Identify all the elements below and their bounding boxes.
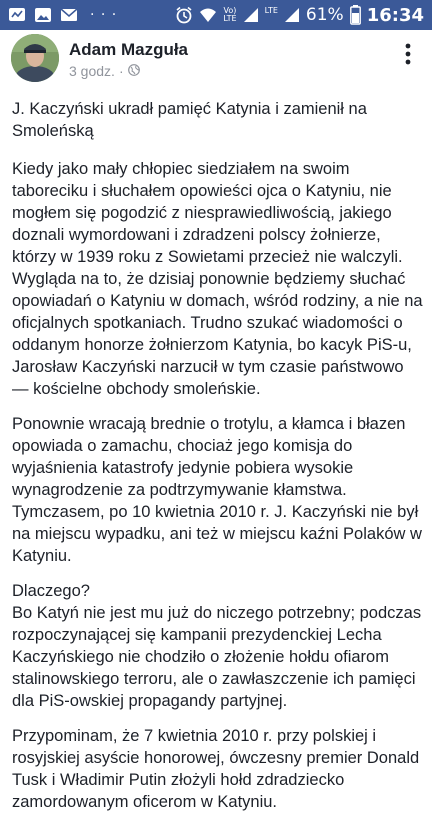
post-meta <box>69 63 140 79</box>
signal-icon-2 <box>284 7 300 23</box>
wifi-icon <box>199 7 217 23</box>
more-notifications-dots: · · · <box>90 7 118 23</box>
battery-icon <box>350 5 361 25</box>
lte-indicator: LTE <box>264 6 278 15</box>
battery-percentage: 61% <box>305 5 344 25</box>
more-vertical-icon <box>405 43 411 65</box>
more-options-button[interactable] <box>394 40 422 68</box>
post-paragraph-3: Dlaczego? Bo Katyń nie jest mu już do niczego potrzebny; podczas rozpoczynającej się kampanii prezydenckiej Lecha Kaczyńskiego nie chodziło o złożenie hołdu ofiarom stalinowskiego terroru, ale o zawłaszczenie ich pamięci dla PiS-owskiej propagandy partyjnej. <box>12 582 422 710</box>
gallery-notification-icon <box>34 6 52 24</box>
post-paragraph-2: Ponownie wracają brednie o trotylu, a kłamca i błazen opowiada o zamachu, chociaż jego komisja do wyjaśnienia katastrofy jedynie pobiera wysokie wynagrodzenie za podtrzymywanie kłamstwa. Tymczasem, po 10 kwietnia 2010 r. J. Kaczyński nie był na miejscu wypadku, ani też w miejscu kaźni Polaków w Katyniu. <box>12 415 422 565</box>
avatar[interactable] <box>11 34 59 82</box>
signal-icon <box>243 7 259 23</box>
post-header <box>0 30 432 88</box>
post-body <box>12 98 424 826</box>
author-name[interactable]: Adam Mazguła <box>69 40 189 59</box>
meta-separator: · <box>118 63 124 79</box>
globe-icon <box>128 63 140 79</box>
email-notification-icon <box>60 6 78 24</box>
status-bar <box>0 0 432 30</box>
post-time[interactable]: 3 godz. <box>69 63 115 79</box>
volte-indicator: Vo) LTE <box>223 6 237 23</box>
post-title: J. Kaczyński ukradł pamięć Katynia i zamienił na Smoleńską <box>12 100 367 140</box>
post-paragraph-4: Przypominam, że 7 kwietnia 2010 r. przy polskiej i rosyjskiej asyście honorowej, ówczesny premier Donald Tusk i Władimir Putin złożyli hołd zdradziecko zamordowanym oficerom w Katyniu. <box>12 727 420 811</box>
post-paragraph-1: Kiedy jako mały chłopiec siedziałem na swoim taboreciku i słuchałem opowieści ojca o Katyniu, nie mogłem się pogodzić z niesprawiedliwością, jakiego doznali wymordowani i zdradzeni polscy żołnierze, którzy w 1939 roku z Sowietami przecież nie walczyli. Wygląda na to, że dzisiaj ponownie będziemy słuchać opowiadań o Katyniu w domach, wśród rodziny, a nie na oficjalnych spotkaniach. Trudno szukać wiadomości o oddanym honorze żołnierzom Katynia, bo kacyk PiS-u, Jarosław Kaczyński narzucił w tym czasie państwowo — kościelne obchody smoleńskie. <box>12 160 423 398</box>
alarm-icon <box>175 6 193 24</box>
clock: 16:34 <box>366 4 424 26</box>
messenger-notification-icon <box>8 6 26 24</box>
